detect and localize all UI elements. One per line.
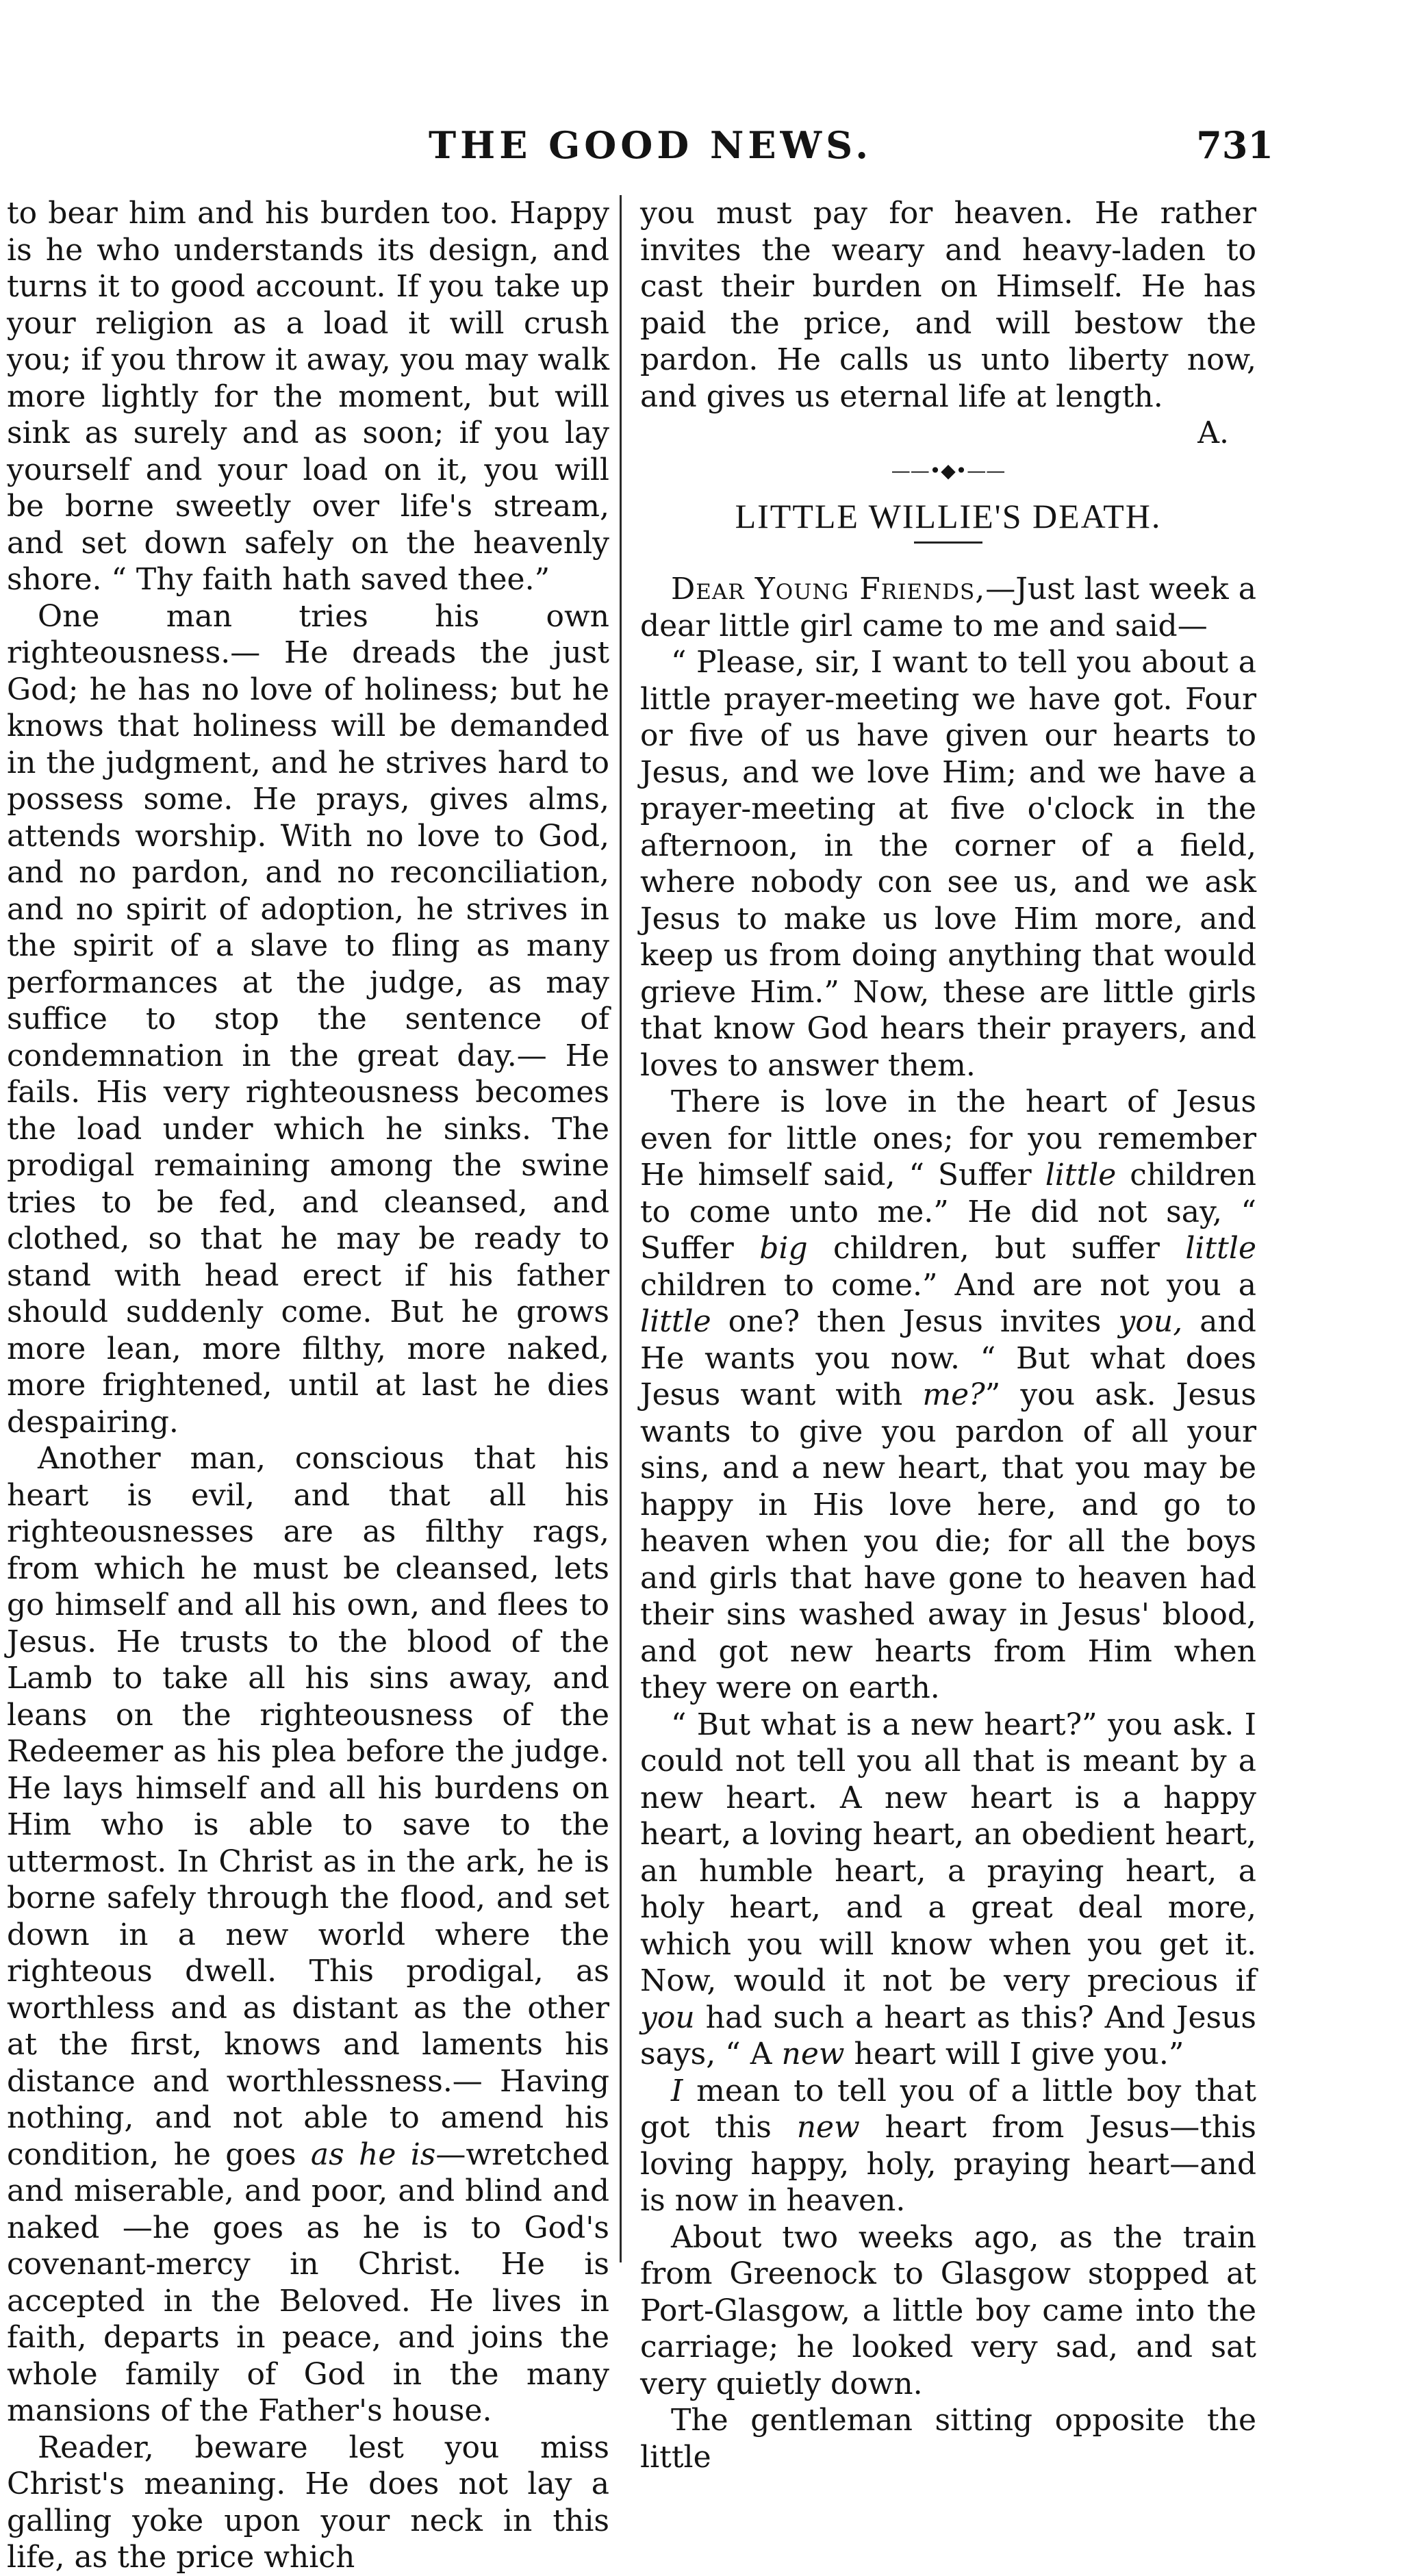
paragraph: “ Please, sir, I want to tell you about a little prayer-meeting we have got. Four or five of us have given our hearts to Jesus, and we love Him; and we have a prayer-meeting at five o'clock in the afternoon, in the corner of a field, where nobody con see us, and we ask Jesus to make us love Him more, and keep us from doing anything that would grieve Him.” Now, these are little girls that know God hears their prayers, and loves to answer them. — [640, 645, 1256, 1083]
paragraph — [7, 1440, 609, 2430]
emphasis: new — [796, 2110, 860, 2145]
emphasis: little — [1045, 1158, 1117, 1193]
text-run: and He wants you now. “ But what does Jesus want with — [640, 1304, 1256, 1412]
article-title: LITTLE WILLIE'S DEATH. — [735, 496, 1162, 535]
emphasis: you, — [1118, 1304, 1183, 1339]
text-run: you must pay for heaven. He rather invites the weary and heavy-laden to cast their burden on Himself. He has paid the price, and will bestow the pardon. He calls us unto liberty now, and gives us eternal life at length. — [640, 196, 1256, 414]
paragraph: The gentleman sitting opposite the little — [640, 2403, 1256, 2475]
running-title: THE GOOD NEWS. — [428, 123, 873, 167]
text-run: —wretched and miserable, and poor, and blind and naked —he goes as he is to God's covenant-mercy in Christ. He is accepted in the Beloved. He lives in faith, departs in peace, and joins the whole family of God in the many mansions of the Father's house. — [7, 2137, 609, 2428]
paragraph — [640, 2073, 1256, 2219]
page-number: 731 — [1196, 123, 1273, 167]
left-column — [7, 195, 609, 2576]
right-column — [640, 195, 1256, 2475]
paragraph — [640, 195, 1256, 415]
text-run: children to come.” And are not you a — [640, 1267, 1256, 1303]
text-run: had such a heart as this? And Jesus says, “ A — [640, 2000, 1256, 2071]
paragraph: Reader, beware lest you miss Christ's meaning. He does not lay a galling yoke upon your neck in this life, as the price which — [7, 2430, 609, 2575]
text-run: There is love in the heart of Jesus even for little ones; for you remember He himself said, “ Suffer — [640, 1084, 1256, 1193]
ornamental-rule: ——•◆•—— — [891, 459, 1006, 482]
title-rule — [914, 541, 982, 544]
paragraph — [640, 1707, 1256, 2073]
text-run: heart will I give you.” — [854, 2037, 1184, 2071]
paragraph: to bear him and his burden too. Happy is he who understands its design, and turns it to good account. If you take up your religion as a load it will crush you; if you throw it away, you may walk more lightly for the moment, but will sink as surely and as soon; if you lay yourself and your load on it, you will be borne sweetly over life's stream, and set down safely on the heavenly shore. “ Thy faith hath saved thee.” — [7, 196, 609, 597]
emphasis: little — [1185, 1231, 1256, 1266]
salutation: Dear Young Friends, — [671, 572, 986, 607]
signature: A. — [1197, 416, 1229, 450]
emphasis: you — [640, 2000, 695, 2035]
text-run: Another man, conscious that his heart is evil, and that all his righteousnesses are as filthy rags, from which he must be cleansed, lets go himself and all his own, and flees to Jesus. He trusts to the blood of the Lamb to take all his sins away, and leans on the righteousness of the Redeemer as his plea before the judge. He lays himself and all his burdens on Him who is able to save to the uttermost. In Christ as in the ark, he is borne safely through the flood, and set down in a new world where the righteous dwell. This prodigal, as worthless and as distant as the other at the first, knows and laments his distance and worthlessness.— Having nothing, and not able to amend his condition, he goes — [7, 1441, 609, 2172]
text-run: children, but suffer — [833, 1231, 1160, 1266]
emphasis: me? — [922, 1377, 985, 1412]
text-run: children to come unto me.” He did not say, “ Suffer — [640, 1158, 1256, 1266]
paragraph — [640, 571, 1256, 644]
emphasis: big — [759, 1231, 808, 1266]
column-divider — [620, 195, 622, 2262]
text-run: one? then Jesus invites — [728, 1304, 1102, 1339]
emphasis: new — [781, 2037, 845, 2071]
emphasis: I — [671, 2073, 683, 2108]
running-head — [27, 123, 1273, 178]
emphasis: little — [640, 1304, 711, 1339]
emphasis: as he is — [310, 2137, 436, 2172]
text-run: heart from Jesus—this loving happy, holy, praying heart—and is now in heaven. — [640, 2110, 1256, 2218]
paragraph: About two weeks ago, as the train from Greenock to Glasgow stopped at Port-Glasgow, a little boy came into the carriage; he looked very sad, and sat very quietly down. — [640, 2219, 1256, 2401]
text-run: mean to tell you of a little boy that got this — [640, 2073, 1256, 2145]
text-run: —Just last week a dear little girl came to me and said— — [640, 572, 1257, 643]
paragraph — [640, 1084, 1256, 1707]
text-run: “ But what is a new heart?” you ask. I could not tell you all that is meant by a new heart. A new heart is a happy heart, a loving heart, an obedient heart, an humble heart, a praying heart, a holy heart, and a great deal more, which you will know when you get it. Now, would it not be very precious if — [640, 1707, 1256, 1998]
paragraph: One man tries his own righteousness.— He dreads the just God; he has no love of holiness; but he knows that holiness will be demanded in the judgment, and he strives hard to possess some. He prays, gives alms, attends worship. With no love to God, and no pardon, and no reconciliation, and no spirit of adoption, he strives in the spirit of a slave to fling as many performances at the judge, as may suffice to stop the sentence of condemnation in the great day.— He fails. His very righteousness becomes the load under which he sinks. The prodigal remaining among the swine tries to be fed, and cleansed, and clothed, so that he may be ready to stand with head erect if his father should suddenly come. But he grows more lean, more filthy, more naked, more frightened, until at last he dies despairing. — [7, 598, 609, 1440]
text-run: ” you ask. Jesus wants to give you pardon of all your sins, and a new heart, that you may be happy in His love here, and go to heaven when you die; for all the boys and girls that have gone to heaven had their sins washed away in Jesus' blood, and got new hearts from Him when they were on earth. — [640, 1377, 1256, 1705]
